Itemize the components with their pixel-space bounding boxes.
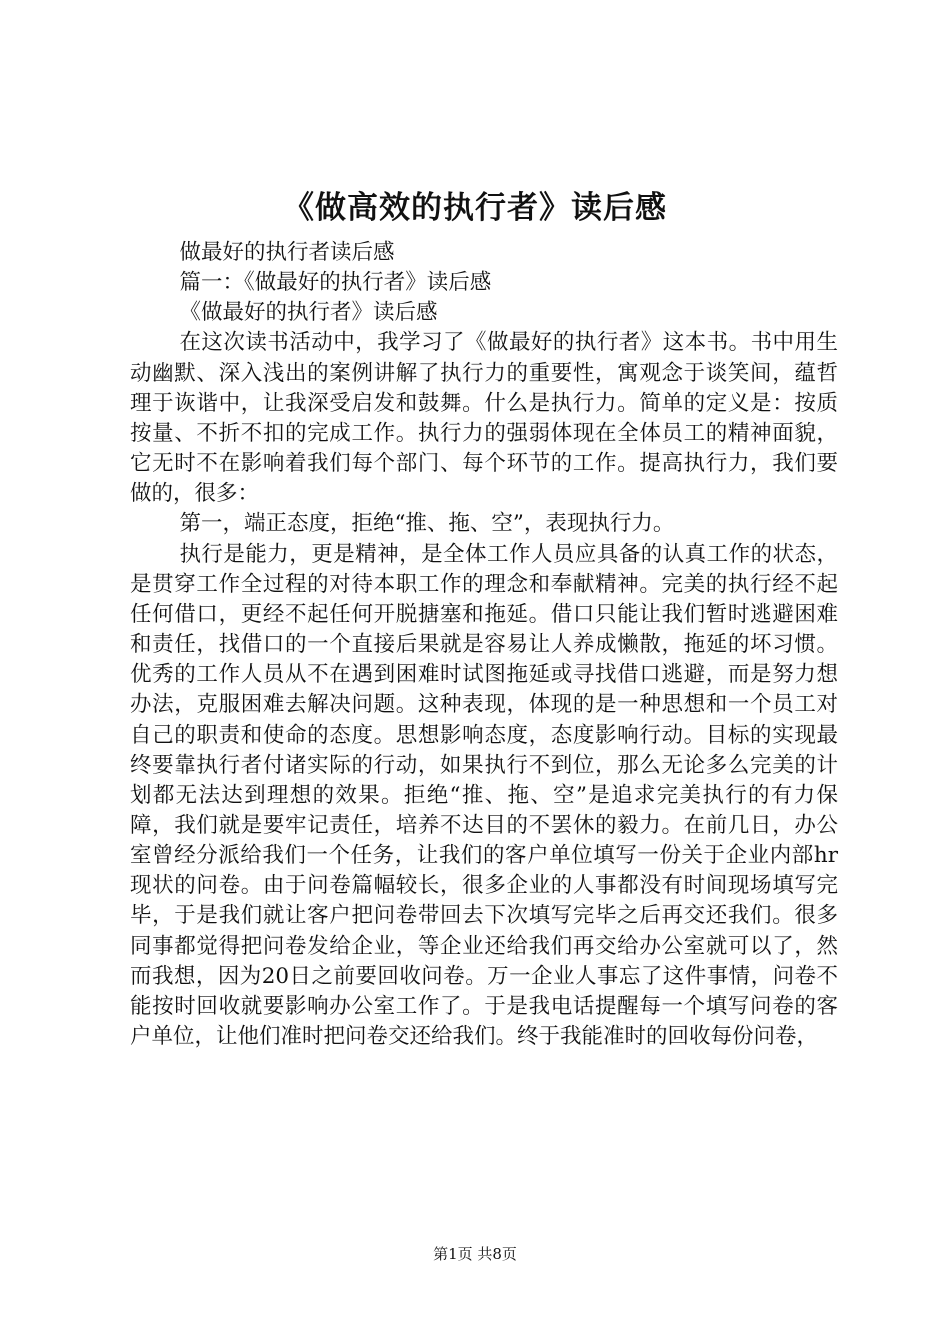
- paragraph-point-one: 第一，端正态度，拒绝“推、拖、空”，表现执行力。: [179, 511, 675, 537]
- paragraph-book-title: 《做最好的执行者》读后感: [179, 300, 438, 326]
- document-body: [130, 238, 838, 1052]
- page-footer: 第1页 共8页: [433, 1245, 517, 1263]
- paragraph-execution: 执行是能力，更是精神，是全体工作人员应具备的认真工作的状态，是贯穿工作全过程的对待本职工作的理念和奉献精神。完美的执行经不起任何借口，更经不起任何开脱搪塞和拖延。借口只能让我们暂时逃避困难和责任，找借口的一个直接后果就是容易让人养成懒散，拖延的坏习惯。优秀的工作人员从不在遇到困难时试图拖延或寻找借口逃避，而是努力想办法，克服困难去解决问题。这种表现，体现的是一种思想和一个员工对自己的职责和使命的态度。思想影响态度，态度影响行动。目标的实现最终要靠执行者付诸实际的行动，如果执行不到位，那么无论多么完美的计划都无法达到理想的效果。拒绝“推、拖、空”是追求完美执行的有力保障，我们就是要牢记责任，培养不达目的不罢休的毅力。在前几日，办公室曾经分派给我们一个任务，让我们的客户单位填写一份关于企业内部hr现状的问卷。由于问卷篇幅较长，很多企业的人事都没有时间现场填写完毕，于是我们就让客户把问卷带回去下次填写完毕之后再交还我们。很多同事都觉得把问卷发给企业，等企业还给我们再交给办公室就可以了，然而我想，因为20日之前要回收问卷。万一企业人事忘了这件事情，问卷不能按时回收就要影响办公室工作了。于是我电话提醒每一个填写问卷的客户单位，让他们准时把问卷交还给我们。终于我能准时的回收每份问卷，: [130, 541, 838, 1050]
- paragraph-chapter-heading: 篇一：《做最好的执行者》读后感: [179, 270, 492, 296]
- paragraph-subtitle: 做最好的执行者读后感: [179, 240, 395, 265]
- document-title: 《做高效的执行者》读后感: [283, 190, 667, 226]
- paragraph-intro: 在这次读书活动中，我学习了《做最好的执行者》这本书。书中用生动幽默、深入浅出的案例讲解了执行力的重要性，寓观念于谈笑间，蕴哲理于诙谐中，让我深受启发和鼓舞。什么是执行力。简单的定义是：按质按量、不折不扣的完成工作。执行力的强弱体现在全体员工的精神面貌，它无时不在影响着我们每个部门、每个环节的工作。提高执行力，我们要做的，很多：: [130, 330, 838, 507]
